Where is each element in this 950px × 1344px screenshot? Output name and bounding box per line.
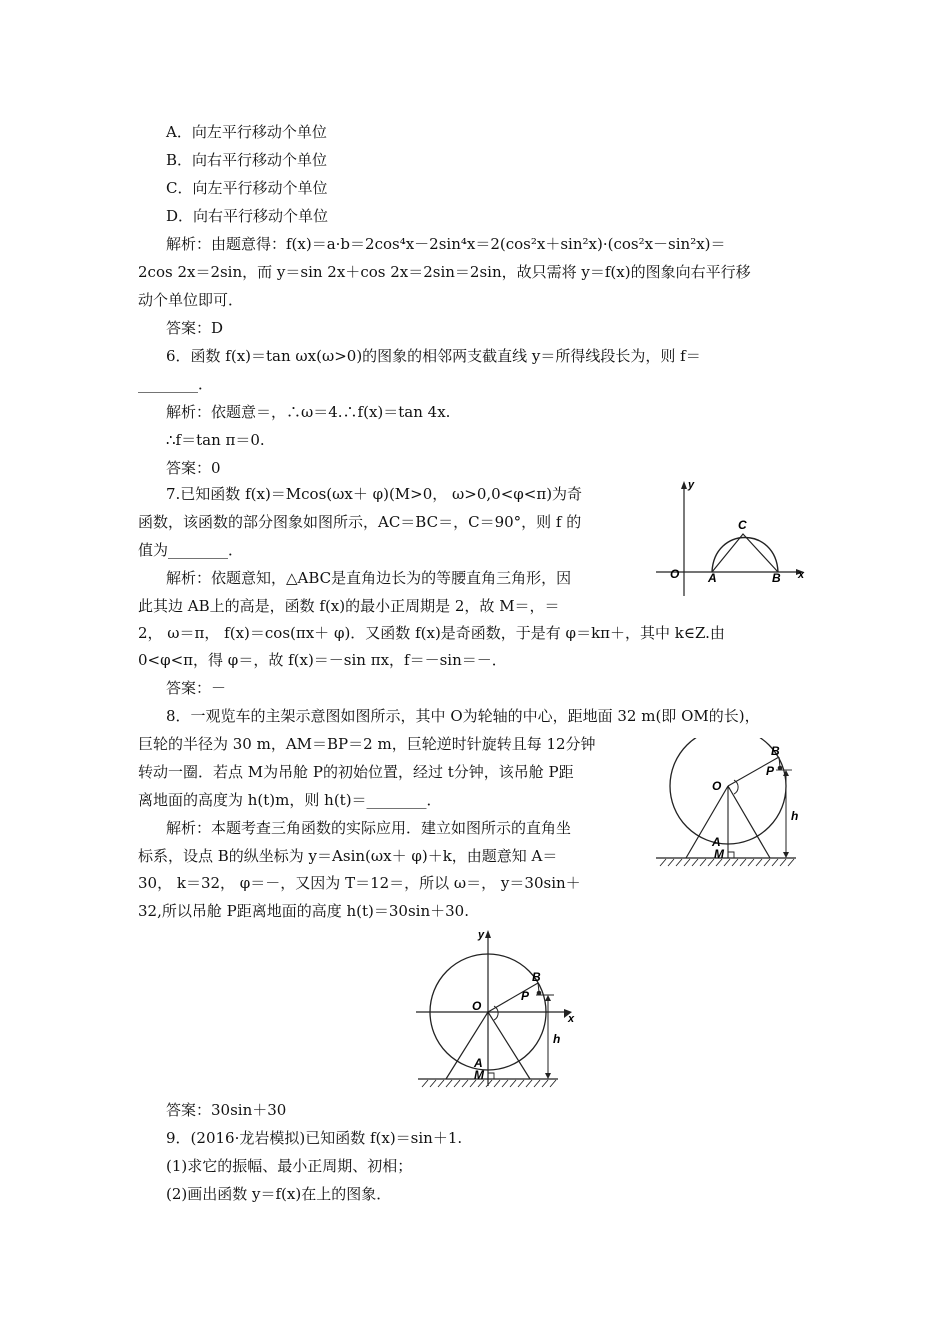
label-p: P: [766, 764, 775, 778]
q7-answer: 答案：－: [166, 679, 227, 697]
q8-solution-line4: 32,所以吊舱 P距离地面的高度 h(t)＝30sin＋30.: [138, 902, 469, 920]
q7-solution-line4: 0<φ<π，得 φ＝，故 f(x)＝－sin πx，f＝－sin＝－．: [138, 651, 507, 669]
q7-solution-line1: 解析：依题意知，△ABC是直角边长为的等腰直角三角形，因: [166, 569, 572, 587]
q8-answer: 答案：30sin＋30: [166, 1101, 287, 1119]
leg-right: [488, 1012, 530, 1079]
q8-question-line1: 8．一观览车的主架示意图如图所示，其中 O为轮轴的中心，距地面 32 m(即 OM的长)，: [166, 707, 760, 725]
q7-solution-line2: 此其边 AB上的高是，函数 f(x)的最小正周期是 2，故 M＝，＝: [138, 597, 560, 615]
label-p: P: [521, 989, 530, 1003]
q5-answer: 答案：D: [166, 319, 224, 337]
label-h: h: [791, 809, 799, 823]
label-o: O: [712, 779, 722, 793]
ground-hatch: [422, 1080, 556, 1087]
q5-solution-line1: 解析：由题意得：f(x)＝a·b＝2cos⁴x－2sin⁴x＝2(cos²x＋sin²x)·(cos²x－sin²x)＝: [166, 235, 726, 253]
q8-question-line2: 巨轮的半径为 30 m，AM＝BP＝2 m，巨轮逆时针旋转且每 12分钟: [138, 735, 596, 753]
label-x: x: [798, 569, 805, 581]
label-o: O: [472, 999, 482, 1013]
figure-triangle-graph: [650, 478, 815, 602]
label-y: y: [688, 479, 695, 491]
height-arrow-down: [783, 852, 789, 858]
q6-answer: 答案：0: [166, 459, 221, 477]
q7-question-line1: 7.已知函数 f(x)＝Mcos(ωx＋ φ)(M>0， ω>0,0<φ<π)为奇: [166, 485, 583, 503]
q8-question-line4: 离地面的高度为 h(t)m，则 h(t)＝________．: [138, 791, 442, 809]
q7-solution-line3: 2， ω＝π， f(x)＝cos(πx＋ φ)．又函数 f(x)是奇函数，于是有 φ＝kπ＋，其中 k∈Z.由: [138, 624, 725, 642]
label-y: y: [478, 929, 485, 941]
triangle-abc: [712, 534, 778, 572]
q9-question-line2: (1)求它的振幅、最小正周期、初相；: [166, 1157, 413, 1175]
y-axis-arrow: [485, 930, 491, 938]
label-a: A: [708, 571, 717, 585]
option-d: D．向右平行移动个单位: [166, 207, 329, 225]
label-c: C: [738, 518, 747, 532]
q6-solution-line2: ∴f＝tan π＝0.: [166, 431, 265, 449]
q8-solution-line2: 标系，设点 B的纵坐标为 y＝Asin(ωx＋ φ)＋k，由题意知 A＝: [138, 847, 558, 865]
y-axis-arrow: [681, 481, 687, 489]
ground-hatch: [660, 859, 794, 866]
option-a: A．向左平行移动个单位: [166, 123, 327, 141]
q7-question-line2: 函数，该函数的部分图象如图所示，AC＝BC＝，C＝90°，则 f 的: [138, 513, 582, 531]
q7-question-line3: 值为________．: [138, 541, 244, 559]
q9-question-line3: (2)画出函数 y＝f(x)在上的图象．: [166, 1185, 392, 1203]
right-angle-mark: [728, 852, 734, 858]
label-b: B: [532, 970, 541, 984]
label-h: h: [553, 1032, 561, 1046]
label-a: A: [712, 835, 721, 849]
label-a: A: [474, 1056, 483, 1070]
height-arrow-up: [545, 995, 551, 1001]
segment-bp: [779, 757, 780, 767]
right-angle-mark: [488, 1073, 494, 1079]
q8-solution-line1: 解析：本题考查三角函数的实际应用．建立如图所示的直角坐: [166, 819, 572, 837]
label-x: x: [568, 1013, 575, 1025]
q8-question-line3: 转动一圈．若点 M为吊舱 P的初始位置，经过 t分钟，该吊舱 P距: [138, 763, 574, 781]
figure-ferris-wheel: [650, 738, 810, 870]
curve-arc: [712, 538, 778, 573]
q5-solution-line2: 2cos 2x＝2sin，而 y＝sin 2x＋cos 2x＝2sin＝2sin，故只需将 y＝f(x)的图象向右平行移: [138, 263, 751, 281]
option-c: C．向左平行移动个单位: [166, 179, 328, 197]
height-arrow-down: [545, 1073, 551, 1079]
label-o: O: [670, 567, 680, 581]
figure-ferris-wheel-coordinates: [410, 926, 590, 1092]
q5-solution-line3: 动个单位即可．: [138, 291, 244, 309]
label-m: M: [714, 847, 724, 861]
label-b: B: [772, 571, 781, 585]
option-b: B．向右平行移动个单位: [166, 151, 328, 169]
q6-solution-line1: 解析：依题意＝，∴ω＝4.∴f(x)＝tan 4x.: [166, 403, 451, 421]
q9-question-line1: 9．(2016·龙岩模拟)已知函数 f(x)＝sin＋1.: [166, 1129, 463, 1147]
leg-right: [728, 786, 770, 858]
label-b: B: [771, 744, 780, 758]
label-m: M: [474, 1068, 484, 1082]
q6-question-line1: 6．函数 f(x)＝tan ωx(ω>0)的图象的相邻两支截直线 y＝所得线段长为，则 f＝: [166, 347, 701, 365]
q8-solution-line3: 30， k＝32， φ＝－，又因为 T＝12＝，所以 ω＝， y＝30sin＋: [138, 874, 581, 892]
q6-question-line2: ________．: [138, 375, 214, 393]
